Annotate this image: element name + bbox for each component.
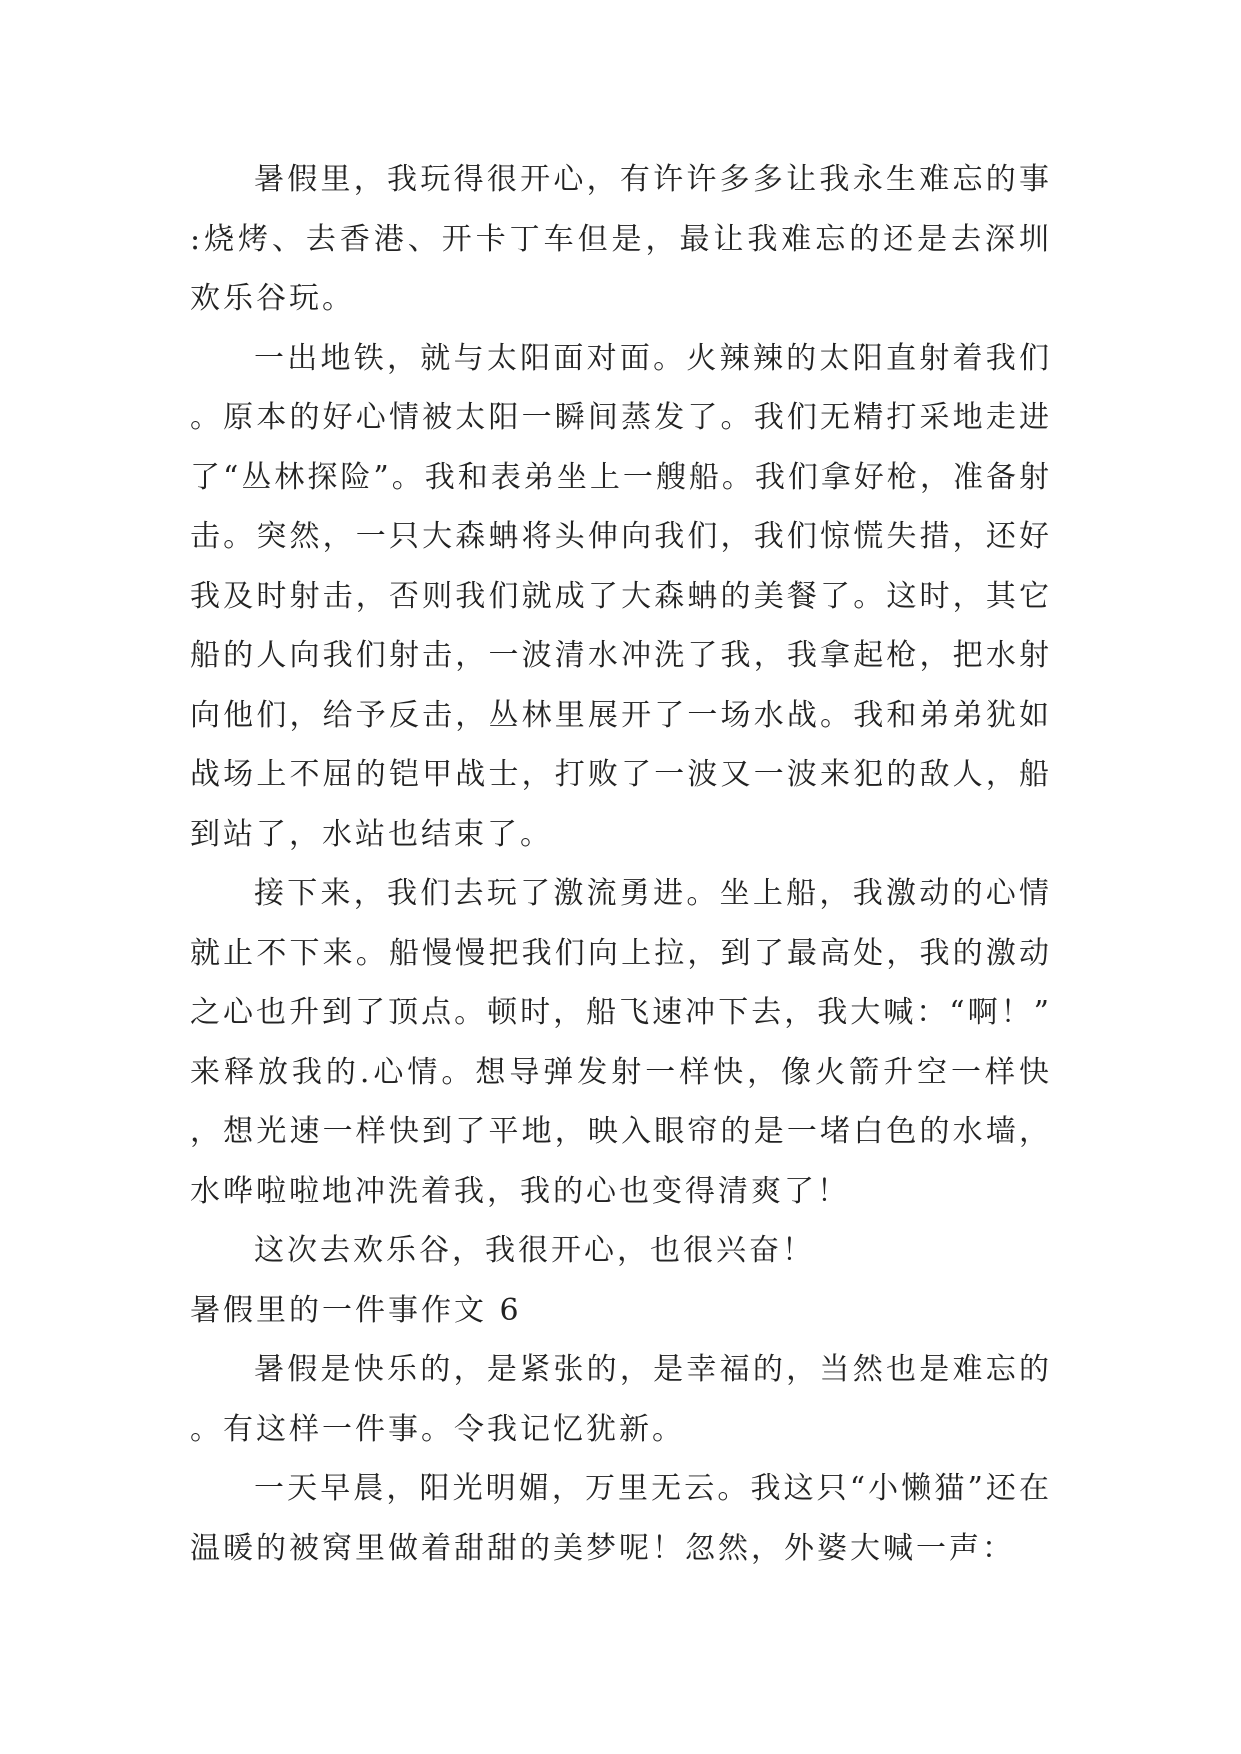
paragraph-4: 这次去欢乐谷，我很开心，也很兴奋！ [254, 1233, 815, 1268]
paragraph-5: 暑假是快乐的，是紧张的，是幸福的，当然也是难忘的。有这样一件事。令我记忆犹新。 [190, 1352, 1052, 1447]
paragraph-1: 暑假里，我玩得很开心，有许许多多让我永生难忘的事:烧烤、去香港、开卡丁车但是，最让我难忘的还是去深圳欢乐谷玩。 [190, 162, 1052, 316]
section-heading: 暑假里的一件事作文 6 [190, 1292, 522, 1328]
paragraph-3: 接下来，我们去玩了激流勇进。坐上船，我激动的心情就止不下来。船慢慢把我们向上拉，到了最高处，我的激动之心也升到了顶点。顿时，船飞速冲下去，我大喊：“啊！”来释放我的.心情。想导弹发射一样快，像火箭升空一样快，想光速一样快到了平地，映入眼帘的是一堵白色的水墙，水哗啦啦地冲洗着我，我的心也变得清爽了！ [190, 876, 1052, 1209]
document-page [190, 150, 1052, 1578]
paragraph-6: 一天早晨，阳光明媚，万里无云。我这只“小懒猫”还在温暖的被窝里做着甜甜的美梦呢！忽然，外婆大喊一声： [190, 1471, 1052, 1566]
paragraph-2: 一出地铁，就与太阳面对面。火辣辣的太阳直射着我们。原本的好心情被太阳一瞬间蒸发了。我们无精打采地走进了“丛林探险”。我和表弟坐上一艘船。我们拿好枪，准备射击。突然，一只大森蚺将头伸向我们，我们惊慌失措，还好我及时射击，否则我们就成了大森蚺的美餐了。这时，其它船的人向我们射击，一波清水冲洗了我，我拿起枪，把水射向他们，给予反击，丛林里展开了一场水战。我和弟弟犹如战场上不屈的铠甲战士，打败了一波又一波来犯的敌人，船到站了，水站也结束了。 [190, 340, 1052, 852]
